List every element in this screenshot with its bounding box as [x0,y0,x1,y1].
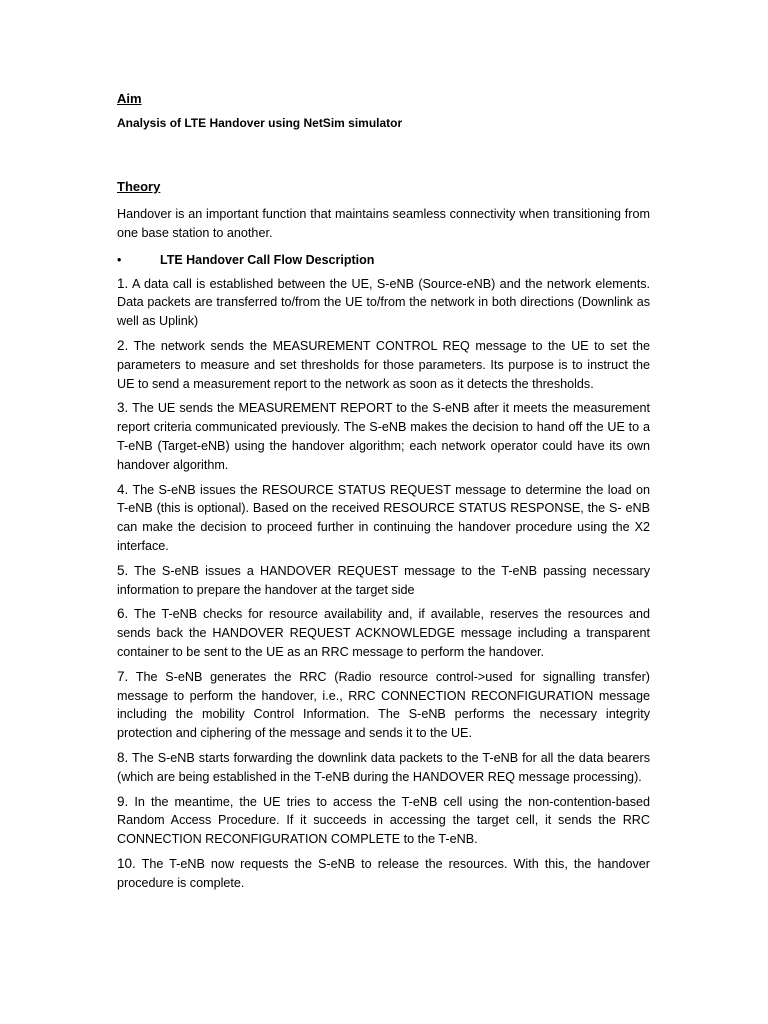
step-text: The S-eNB generates the RRC (Radio resource control->used for signalling transfer) message to perform the handover, i.e., RRC CONNECTION RECONFIGURATION message including the mobility Control Information. The S-eNB performs the necessary integrity protection and ciphering of the message and sends it to the UE. [117,669,650,741]
theory-intro: Handover is an important function that maintains seamless connectivity when transitioning from one base station to another. [117,207,650,240]
bullet-title: LTE Handover Call Flow Description [160,252,375,267]
step-number: 9. [117,793,129,809]
step-number: 7. [117,668,129,684]
step-number: 8. [117,749,129,765]
step-number: 3. [117,400,129,416]
step-text: The T-eNB now requests the S-eNB to release the resources. With this, the handover procedure is complete. [117,856,650,890]
step-paragraph [117,793,650,849]
step-text: In the meantime, the UE tries to access the T-eNB cell using the non-contention-based Random Access Procedure. If it succeeds in accessing the target cell, it sends the RRC CONNECTION RECONFIGURATION COMPLETE to the T-eNB. [117,794,651,847]
aim-text: Analysis of LTE Handover using NetSim simulator [117,116,403,130]
step-number: 10. [117,855,136,871]
step-paragraph [117,399,650,474]
step-text: The T-eNB checks for resource availability and, if available, reserves the resources and sends back the HANDOVER REQUEST ACKNOWLEDGE message including a transparent container to be sent to the UE as an RRC message to perform the handover. [117,607,650,659]
step-text: The S-eNB issues a HANDOVER REQUEST message to the T-eNB passing necessary information to prepare the handover at the target side [117,563,651,597]
step-paragraph [117,749,650,787]
step-text: The UE sends the MEASUREMENT REPORT to the S-eNB after it meets the measurement report criteria communicated previously. The S-eNB makes the decision to hand off the UE to a T-eNB (Target-eNB) using the handover algorithm; each network operator could have its own handover algorithm. [117,401,650,472]
step-text: The S-eNB issues the RESOURCE STATUS REQUEST message to determine the load on T-eNB (this is optional). Based on the received RESOURCE STATUS RESPONSE, the S- eNB can make the decision to proceed further in continuing the handover procedure using the X2 interface. [117,482,650,553]
step-paragraph [117,668,650,743]
step-number: 4. [117,481,129,497]
step-number: 5. [117,562,129,578]
document-body [117,90,650,893]
theory-heading: Theory [117,179,161,194]
step-paragraph [117,337,650,393]
step-paragraph [117,605,650,661]
step-paragraph [117,855,650,893]
step-text: The S-eNB starts forwarding the downlink data packets to the T-eNB for all the data bearers (which are being established in the T-eNB during the HANDOVER REQ message processing). [117,750,651,784]
step-paragraph [117,481,650,556]
step-text: A data call is established between the UE, S-eNB (Source-eNB) and the network elements. Data packets are transferred to/from the UE to/from the network in both directions (Downlink as well as Uplink) [117,276,650,329]
step-text: The network sends the MEASUREMENT CONTROL REQ message to the UE to set the parameters to measure and set thresholds for those parameters. Its purpose is to instruct the UE to send a measurement report to the network as soon as it detects the thresholds. [117,338,650,391]
step-paragraph [117,275,650,331]
step-number: 6. [117,606,129,622]
bullet-icon: • [117,252,122,267]
bullet-item [117,251,650,269]
step-number: 1. [117,275,129,291]
step-paragraph [117,562,650,600]
aim-heading: Aim [117,91,142,106]
step-number: 2. [117,337,129,353]
